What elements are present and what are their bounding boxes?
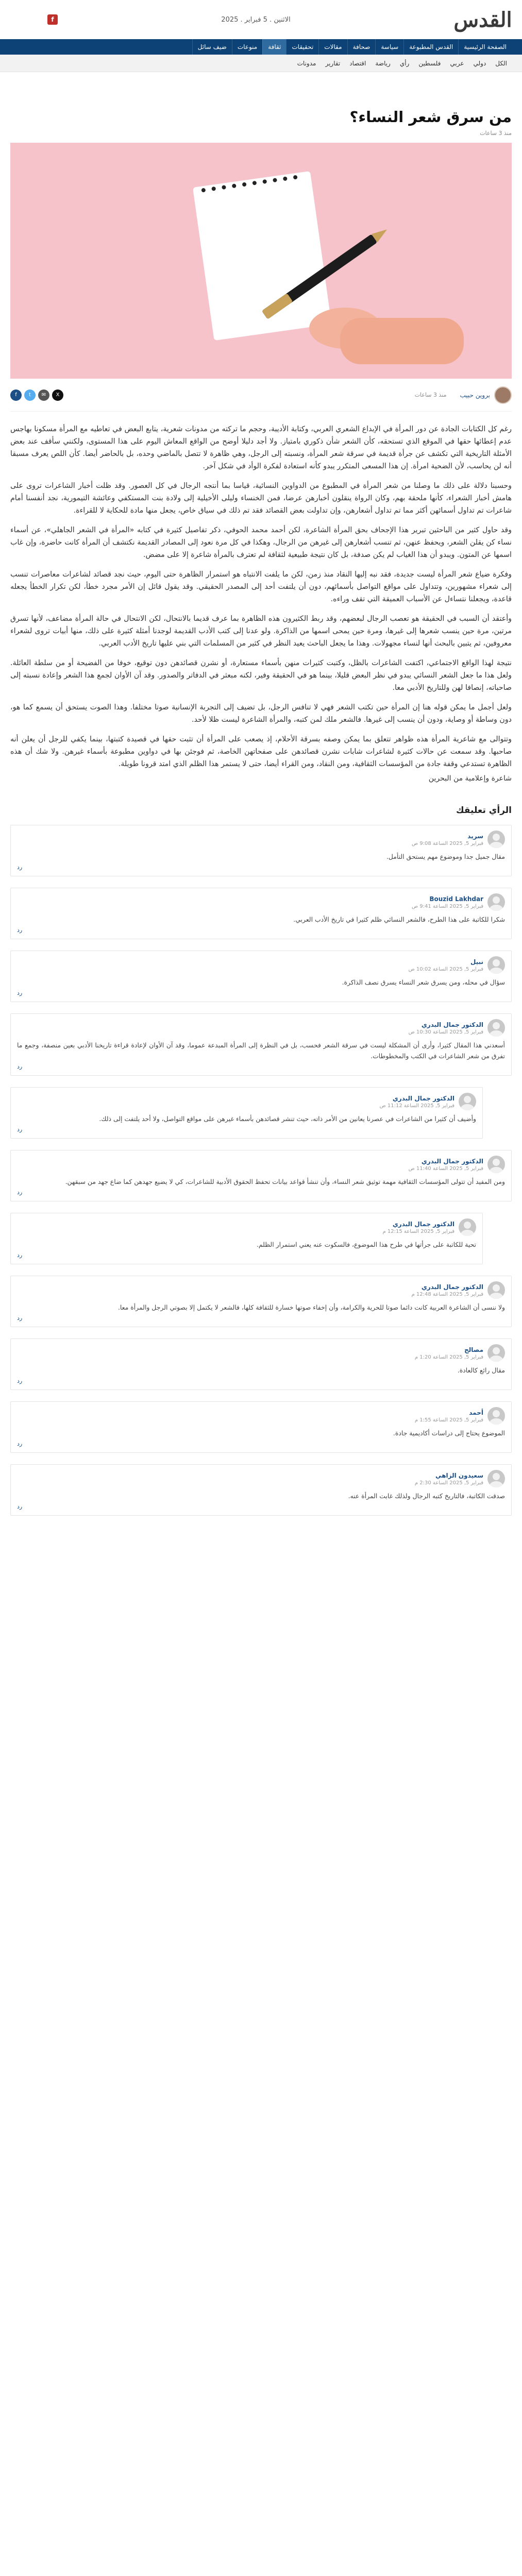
comment-text: مقال رائع كالعادة.	[457, 1366, 505, 1374]
author-block[interactable]	[415, 386, 512, 404]
comment-text: وأضيف أن كثيرا من الشاعرات في عصرنا يعانين من الأمر ذاته، حيث تنشر قصائدهن بأسماء غيرهن على مواقع التواصل، ولا أحد يلتفت إلى ذلك.	[99, 1115, 476, 1123]
comment	[10, 951, 512, 1002]
secondary-nav-item[interactable]: الكل	[495, 59, 507, 67]
facebook-icon[interactable]: f	[47, 14, 58, 25]
article-body	[10, 423, 512, 770]
reply-link[interactable]: رد	[17, 990, 23, 996]
primary-nav	[0, 39, 522, 55]
comment-header	[17, 1093, 476, 1110]
comment-text: الموضوع يحتاج إلى دراسات أكاديمية جادة.	[393, 1429, 505, 1437]
share-buttons	[10, 389, 63, 401]
site-header	[0, 0, 522, 39]
comment	[10, 1401, 512, 1453]
primary-nav-item[interactable]: الصفحة الرئيسية	[458, 39, 512, 55]
article-paragraph: وقد حاول كثير من الباحثين تبرير هذا الإجحاف بحق المرأة الشاعرة، لكن أحمد محمد الحوفي، ذكر تفاصيل كثيرة في كتابه «المرأة في الشعر الجاهلي»، عن أسماء نساء كن يقلن الشعر، ويحفظ عنهن، ثم تنسب أشعارهن إلى غيرهن من الرجال، وهكذا في كل مرة نعود إلى المصادر القديمة نكتشف أن المرأة كانت حاضرة، وإن غاب اسمها عن المتون. ويبدو أن هذا الغياب لم يكن صدفة، بل كان نتيجة طبيعية لثقافة لم تعترف بالمرأة شاعرة إلا على مضض.	[10, 526, 512, 559]
user-avatar-icon	[487, 1156, 505, 1173]
article-date: منذ 3 ساعات	[414, 392, 447, 398]
user-avatar-icon	[487, 1407, 505, 1425]
comment-header	[17, 893, 505, 911]
comment-author	[412, 1281, 505, 1299]
author-signature: شاعرة وإعلامية من البحرين	[428, 774, 512, 783]
comment-author-name[interactable]: نبيل	[470, 958, 483, 965]
primary-nav-item[interactable]: ضيف سائل	[192, 39, 232, 55]
user-avatar-icon	[487, 1281, 505, 1299]
primary-nav-item[interactable]: مقالات	[318, 39, 347, 55]
reply-link[interactable]: رد	[17, 864, 23, 871]
comment-header	[17, 1156, 505, 1173]
primary-nav-item[interactable]: تحقيقات	[286, 39, 318, 55]
user-avatar-icon	[487, 1344, 505, 1362]
article-category: منذ 3 ساعات	[480, 130, 512, 137]
comment-date: فبراير 5, 2025 الساعة 9:08 ص	[412, 840, 483, 846]
user-avatar-icon	[487, 831, 505, 848]
user-avatar-icon	[487, 1470, 505, 1487]
article-paragraph: وحسبنا دلالة على ذلك ما وصلنا من شعر المرأة في المطبوع من الدواوين النسائية، قياسا بما أنتجه الرجال في كل العصور. وقد ظلت أخبار الشاعرات تروى على هامش أخبار الشعراء، كأنها ملحقة بهم، وكان الرواة ينقلون أخبارهن عرضا، فمن الخنساء وليلى الأخيلية إلى ولادة بنت المستكفي وعائشة التيمورية، نجد أنفسنا أمام شاعرات تم تداول أسمائهن أكثر مما تم تداول أشعارهن، وإن تداولت بعض القصائد فقد تم ذلك في سياق خاص، يجعل منها مادة للحكاية لا للقراءة.	[10, 482, 512, 515]
comments-list	[10, 825, 512, 1516]
comment-date: فبراير 5, 2025 الساعة 1:20 م	[414, 1354, 483, 1360]
article-paragraph: وتتوالى مع شاعرية المرأة هذه ظواهر تتعلق بما يمكن وصفه بسرقة الأحلام، إذ يصعب على المرأة أن تثبت حقها في قصيدة كتبتها، بينما يكفي للرجل أن يعلن أنه صاحبها. وقد سمعت عن حالات كثيرة لشاعرات شابات نشرن قصائدهن على صفحاتهن الخاصة، ثم فوجئن بها في دواوين مطبوعة بأسماء غيرهن. ولا شك أن هذه الظاهرة تستدعي وقفة جادة من المؤسسات الثقافية، ومن النقاد، ومن القراء أيضا، حتى لا يستمر هذا الظلم الذي امتد قرونا طويلة.	[10, 735, 512, 768]
reply-link[interactable]: رد	[17, 1503, 23, 1510]
article-meta	[10, 379, 512, 412]
comment-author	[409, 1019, 505, 1037]
comment-author-name[interactable]: الدكتور جمال البدري	[421, 1283, 483, 1291]
comment-author	[412, 893, 505, 911]
primary-nav-item[interactable]: سياسة	[375, 39, 403, 55]
article-paragraph: وفكرة ضياع شعر المرأة ليست جديدة، فقد نبه إليها النقاد منذ زمن، لكن ما يلفت الانتباه هو استمرار الظاهرة حتى اليوم، حيث نجد قصائد لشاعرات معاصرات تنسب إلى شعراء مشهورين، وتتداول على مواقع التواصل بأسمائهم، دون أن يلتفت أحد إلى المصدر الحقيقي. وقد يقول قائل إن الأمر مجرد خطأ، لكن تكرار الخطأ يجعله قاعدة، ويجعلنا نتساءل عن الأسباب العميقة التي تقف وراءه.	[10, 570, 512, 603]
comment-author-name[interactable]: أحمد	[469, 1409, 483, 1416]
primary-nav-item[interactable]: منوعات	[232, 39, 262, 55]
secondary-nav-item[interactable]: اقتصاد	[349, 59, 366, 67]
comment-date: فبراير 5, 2025 الساعة 11:40 ص	[408, 1165, 483, 1172]
twitter-share-icon[interactable]: t	[24, 389, 36, 401]
article-paragraph: رغم كل الكتابات الجادة عن دور المرأة في الإبداع الشعري العربي، وكتابة الأديبة، وحجم ما تركته من مدونات شعرية، يتابع البعض في تعاطيه مع المرأة مسكونا بهاجس عدم إعطائها حقها في الموقع الذي تستحقه، كأن الشعر شأن ذكوري بامتياز. ولا أجد دليلا أوضح من الواقع المعاش اليوم على هذا المستوى، ولكنني سأقف عند بعض الأمثلة التاريخية التي تكشف عن جرأة قديمة في سرقة شعر المرأة، ونسبته إلى الرجل، وهي ظاهرة لا تتصل بالماضي وحده، بل بالحاضر أيضا. كأن اللص يعرف مسبقا أنه لن يحاسب، لأن الضحية امرأة. إن هذا المسعى المتكرر يبدو كأنه استعادة لفكرة الوأد في شكل آخر.	[10, 425, 512, 470]
x-share-icon[interactable]: X	[52, 389, 63, 401]
comment-date: فبراير 5, 2025 الساعة 2:30 م	[414, 1480, 483, 1486]
primary-nav-item[interactable]: صحافة	[347, 39, 376, 55]
comment-text: مقال جميل جدا وموضوع مهم يستحق التأمل.	[386, 853, 505, 860]
comment	[10, 1464, 512, 1516]
comment	[10, 1087, 483, 1139]
secondary-nav-item[interactable]: رياضة	[375, 59, 391, 67]
secondary-nav-item[interactable]: رأي	[399, 59, 410, 67]
comment-author-name[interactable]: الدكتور جمال البدري	[392, 1220, 454, 1228]
comment-author-name[interactable]: سعيدون الزاهي	[435, 1471, 483, 1479]
comment-author	[412, 831, 505, 848]
reply-link[interactable]: رد	[17, 1252, 23, 1259]
reply-link[interactable]: رد	[17, 1315, 23, 1321]
article-paragraph: نتيجة لهذا الواقع الاجتماعي، اكتفت الشاعرات بالظل، وكتبت كثيرات منهن بأسماء مستعارة، أو نشرن قصائدهن دون توقيع، خوفا من الفضيحة أو من سلطة العائلة. ولعل هذا ما جعل الشعر النسائي يبدو في نظر البعض قليلا، بينما هو في الحقيقة وفير، لكنه مبعثر في الدفاتر والصدور. وقد آن الأوان لجمع هذا الشعر وإعادة نسبته إلى صاحباته، إنصافا لهن وللتاريخ الأدبي معا.	[10, 659, 512, 692]
comment-text: أسعدني هذا المقال كثيرا، وأرى أن المشكلة ليست في سرقة الشعر فحسب، بل في النظرة إلى المرأة المبدعة عموما، وقد آن الأوان لإعادة قراءة تاريخنا الأدبي بعين منصفة، وجمع ما تفرق من شعر الشاعرات في الكتب والمخطوطات.	[17, 1041, 505, 1060]
comment-text: شكرا للكاتبة على هذا الطرح، فالشعر النسائي ظلم كثيرا في تاريخ الأدب العربي.	[293, 916, 505, 923]
comment-text: ومن المفيد أن تتولى المؤسسات الثقافية مهمة توثيق شعر النساء، وأن تنشأ قواعد بيانات تحفظ الحقوق الأدبية للشاعرات، كي لا يضيع جهدهن كما ضاع جهد من سبقهن.	[65, 1178, 505, 1185]
comment-author-name[interactable]: مصالح	[464, 1346, 483, 1353]
comment-author-name[interactable]: الدكتور جمال البدري	[421, 1157, 483, 1165]
comment-author-name[interactable]: الدكتور جمال البدري	[421, 1021, 483, 1028]
comment-author	[415, 1344, 505, 1362]
comment-author	[409, 1156, 505, 1173]
secondary-nav-item[interactable]: دولي	[473, 59, 486, 67]
comment	[10, 825, 512, 876]
comment-author-name[interactable]: الدكتور جمال البدري	[392, 1094, 454, 1102]
comment-header	[17, 1218, 476, 1236]
comment	[10, 1338, 512, 1390]
comment-author-name[interactable]: Bouzid Lakhdar	[429, 895, 483, 903]
primary-nav-item[interactable]: القدس المطبوعة	[403, 39, 458, 55]
notebook-pen-illustration	[10, 143, 512, 379]
email-share-icon[interactable]: ✉	[38, 389, 49, 401]
header-date: الاثنين . 5 فبراير . 2025	[221, 15, 291, 24]
facebook-share-icon[interactable]: f	[10, 389, 22, 401]
secondary-nav-item[interactable]: عربي	[450, 59, 464, 67]
comment-header	[17, 1281, 505, 1299]
secondary-nav-item[interactable]: مدونات	[297, 59, 316, 67]
reply-link[interactable]: رد	[17, 1189, 23, 1196]
comment-author	[415, 1470, 505, 1487]
user-avatar-icon	[487, 893, 505, 911]
secondary-nav-item[interactable]: تقارير	[325, 59, 341, 67]
author-name[interactable]: بروين حبيب	[460, 391, 490, 399]
comment-date: فبراير 5, 2025 الساعة 11:12 ص	[379, 1103, 454, 1109]
comment-date: فبراير 5, 2025 الساعة 10:02 ص	[408, 966, 483, 972]
comment-text: تحية للكاتبة على جرأتها في طرح هذا الموضوع، فالسكوت عنه يعني استمرار الظلم.	[256, 1241, 476, 1248]
comment-date: فبراير 5, 2025 الساعة 9:41 ص	[412, 903, 483, 909]
comment-date: فبراير 5, 2025 الساعة 1:55 م	[414, 1417, 483, 1423]
article-title: من سرق شعر النساء؟	[349, 108, 512, 126]
reply-link[interactable]: رد	[17, 1063, 23, 1070]
comment-date: فبراير 5, 2025 الساعة 12:48 م	[411, 1291, 483, 1297]
comments-heading: الرأي تعليقك	[456, 805, 512, 816]
comment	[10, 1213, 483, 1264]
primary-nav-item[interactable]: ثقافة	[262, 39, 286, 55]
comment-text: ولا ننسى أن الشاعرة العربية كانت دائما صوتا للحرية والكرامة، وأن إخفاء صوتها خسارة للثقافة كلها، فالشعر لا يكتمل إلا بصوتي الرجل والمرأة معا.	[117, 1303, 505, 1311]
comment-author	[409, 956, 505, 974]
article-content	[0, 107, 522, 1516]
site-logo[interactable]: القدس	[453, 7, 512, 32]
user-avatar-icon	[459, 1218, 476, 1236]
user-avatar-icon	[487, 956, 505, 974]
comment	[10, 1276, 512, 1327]
article-paragraph: وأعتقد أن السبب في الحقيقة هو تعصب الرجال لبعضهم، وقد ربط الكثيرون هذه الظاهرة بما عرف قديما بالانتحال، لكن الانتحال في حالة المرأة مضاعف، لأنها تسرق مرتين، مرة حين ينسب شعرها إلى غيرها، ومرة حين يمحى اسمها من الذاكرة. ولو عدنا إلى كتب الأدب القديمة لوجدنا أمثلة كثيرة على ذلك، منها أبيات تروى لشعراء معروفين، ثم يتبين بالبحث أنها لنساء مجهولات. وهذا ما يجعل الباحث يعيد النظر في كثير من المسلمات التي بني عليها تاريخ الأدب العربي.	[10, 615, 512, 648]
comment-header	[17, 1470, 505, 1487]
comment-date: فبراير 5, 2025 الساعة 10:30 ص	[408, 1029, 483, 1035]
comment-author	[380, 1093, 476, 1110]
secondary-nav-item[interactable]: فلسطين	[418, 59, 441, 67]
comment-text: صدقت الكاتبة، فالتاريخ كتبه الرجال ولذلك غابت المرأة عنه.	[348, 1492, 505, 1500]
comment-header	[17, 1344, 505, 1362]
reply-link[interactable]: رد	[17, 927, 23, 934]
article-hero-image	[10, 143, 512, 379]
comment-text: سؤال في محله، ومن يسرق شعر النساء يسرق نصف الذاكرة.	[342, 978, 505, 986]
comment-header	[17, 1019, 505, 1037]
reply-link[interactable]: رد	[17, 1378, 23, 1384]
comment-author-name[interactable]: سريد	[467, 832, 483, 840]
comment-author	[415, 1407, 505, 1425]
secondary-nav	[0, 55, 522, 72]
comment	[10, 1013, 512, 1076]
comment-header	[17, 1407, 505, 1425]
comment-header	[17, 956, 505, 974]
comment-header	[17, 831, 505, 848]
user-avatar-icon	[487, 1019, 505, 1037]
author-avatar[interactable]	[494, 386, 512, 404]
article-paragraph: ولعل أجمل ما يمكن قوله هنا إن المرأة حين تكتب الشعر فهي لا تنافس الرجل، بل تضيف إلى التجربة الإنسانية صوتا مختلفا. وهذا الصوت يستحق أن يسمع كما هو، دون وساطة أو وصاية، ودون أن ينسب إلى غيرها. فالشعر ملك لمن كتبه، والمرأة الشاعرة ليست ظلا لأحد.	[10, 703, 512, 724]
comment-author	[383, 1218, 476, 1236]
comment	[10, 888, 512, 939]
reply-link[interactable]: رد	[17, 1126, 23, 1133]
reply-link[interactable]: رد	[17, 1440, 23, 1447]
comment	[10, 1150, 512, 1201]
comment-date: فبراير 5, 2025 الساعة 12:15 م	[382, 1228, 454, 1234]
user-avatar-icon	[459, 1093, 476, 1110]
